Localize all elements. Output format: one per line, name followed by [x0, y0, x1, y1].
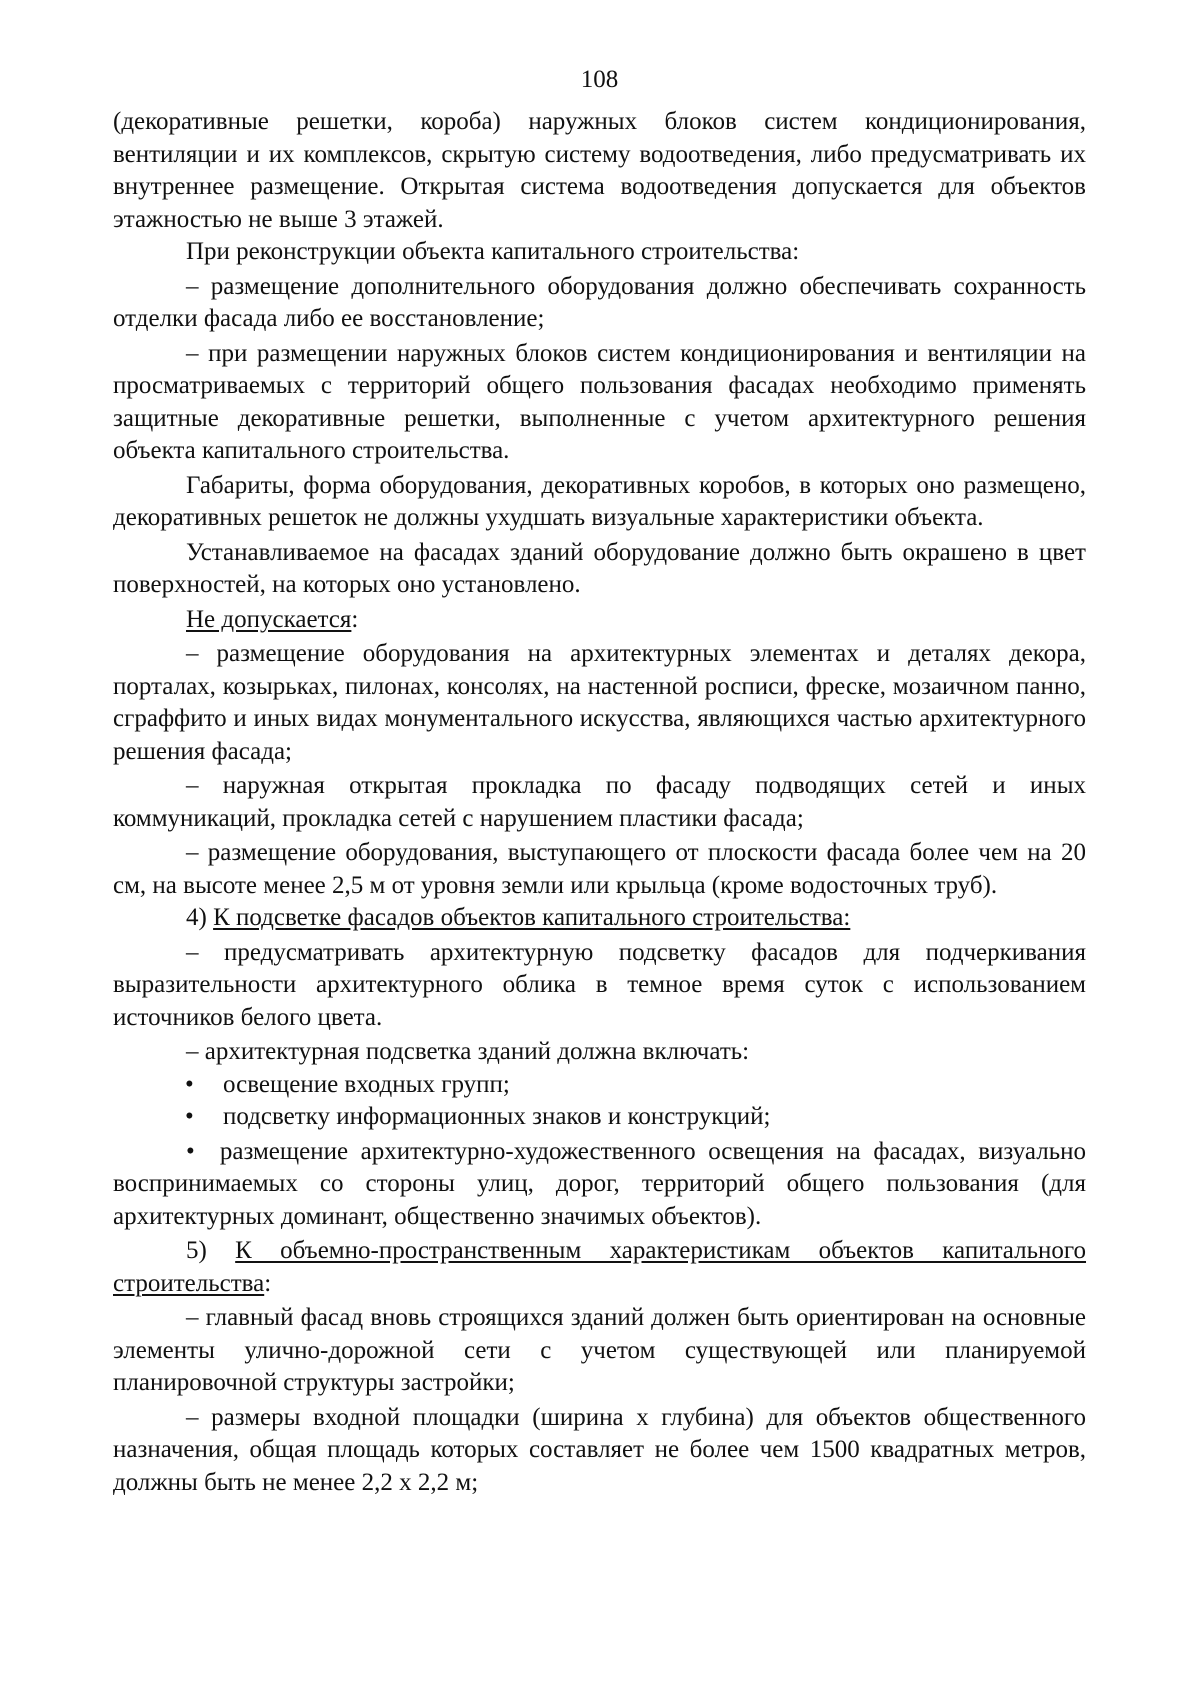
section-4-title: К подсветке фасадов объектов капитального строительства: — [213, 904, 851, 931]
paragraph-equipment-color: Устанавливаемое на фасадах зданий оборудование должно быть окрашено в цвет поверхностей, на которых оно установлено. — [113, 538, 1086, 598]
paragraph-dash-item: – главный фасад вновь строящихся зданий должен быть ориентирован на основные элементы улично-дорожной сети с учетом существующей или планируемой планировочной структуры застройки; — [113, 1304, 1086, 1396]
paragraph-continuation: (декоративные решетки, короба) наружных блоков систем кондиционирования, вентиляции и их комплексов, скрытую систему водоотведения, либо предусматривать их внутреннее размещение. Открытая система водоотведения допускается для объектов этажностью не выше 3 этажей. — [113, 108, 1086, 233]
bullet-icon: • — [186, 1137, 195, 1165]
paragraph-dash-item: – размеры входной площадки (ширина х глубина) для объектов общественного назначения, общая площадь которых составляет не более чем 1500 квадратных метров, должны быть не менее 2,2 х 2,2 м; — [113, 1403, 1086, 1496]
paragraph-not-allowed-heading — [113, 604, 1086, 637]
bullet-text: подсветку информационных знаков и конструкций; — [223, 1103, 771, 1130]
section-4-number: 4) — [186, 904, 214, 931]
bullet-icon: • — [185, 1070, 194, 1098]
paragraph-reconstruction-heading: При реконструкции объекта капитального строительства: — [186, 238, 800, 265]
bullet-item — [113, 1101, 1086, 1134]
not-allowed-colon: : — [351, 605, 359, 633]
bullet-icon: • — [185, 1103, 194, 1130]
bullet-text: размещение архитектурно-художественного освещения на фасадах, визуально воспринимаемых со стороны улиц, дорог, территорий общего пользования (для архитектурных доминант, общественно значимых объектов). — [113, 1137, 1087, 1230]
not-allowed-underlined: Не допускается — [186, 605, 352, 633]
section-5-number: 5) — [186, 1237, 236, 1264]
paragraph-dash-item: – предусматривать архитектурную подсветку фасадов для подчеркивания выразительности архитектурного облика в темное время суток с использованием источников белого цвета. — [113, 938, 1086, 1031]
section-5-title: К объемно-пространственным характеристикам объектов капитального строительства — [113, 1237, 1087, 1297]
page-number: 108 — [580, 66, 619, 93]
document-page — [113, 64, 1086, 1499]
paragraph-dimensions: Габариты, форма оборудования, декоративных коробов, в которых оно размещено, декоративных решеток не должны ухудшать визуальные характеристики объекта. — [113, 471, 1086, 531]
section-5-heading — [113, 1235, 1086, 1300]
bullet-text: освещение входных групп; — [223, 1070, 510, 1098]
paragraph-dash-item: – при размещении наружных блоков систем кондиционирования и вентиляции на просматриваемых с территорий общего пользования фасадах необходимо применять защитные декоративные решетки, выполненные с учетом архитектурного решения объекта капитального строительства. — [113, 339, 1086, 464]
section-5-colon: : — [264, 1269, 272, 1297]
bullet-item-wrapped — [113, 1136, 1086, 1234]
bullet-item — [113, 1069, 1086, 1102]
paragraph-dash-item: – архитектурная подсветка зданий должна включать: — [186, 1038, 750, 1065]
paragraph-dash-item: – размещение дополнительного оборудования должно обеспечивать сохранность отделки фасада либо ее восстановление; — [113, 272, 1086, 332]
paragraph-dash-item: – наружная открытая прокладка по фасаду подводящих сетей и иных коммуникаций, прокладка сетей с нарушением пластики фасада; — [113, 772, 1086, 832]
section-4-heading — [113, 902, 1086, 935]
paragraph-dash-item: – размещение оборудования на архитектурных элементах и деталях декора, порталах, козырьках, пилонах, консолях, на настенной росписи, фреске, мозаичном панно, сграффито и иных видах монументального искусства, являющихся частью архитектурного решения фасада; — [113, 640, 1086, 765]
paragraph-dash-item: – размещение оборудования, выступающего от плоскости фасада более чем на 20 см, на высоте менее 2,5 м от уровня земли или крыльца (кроме водосточных труб). — [113, 839, 1086, 899]
